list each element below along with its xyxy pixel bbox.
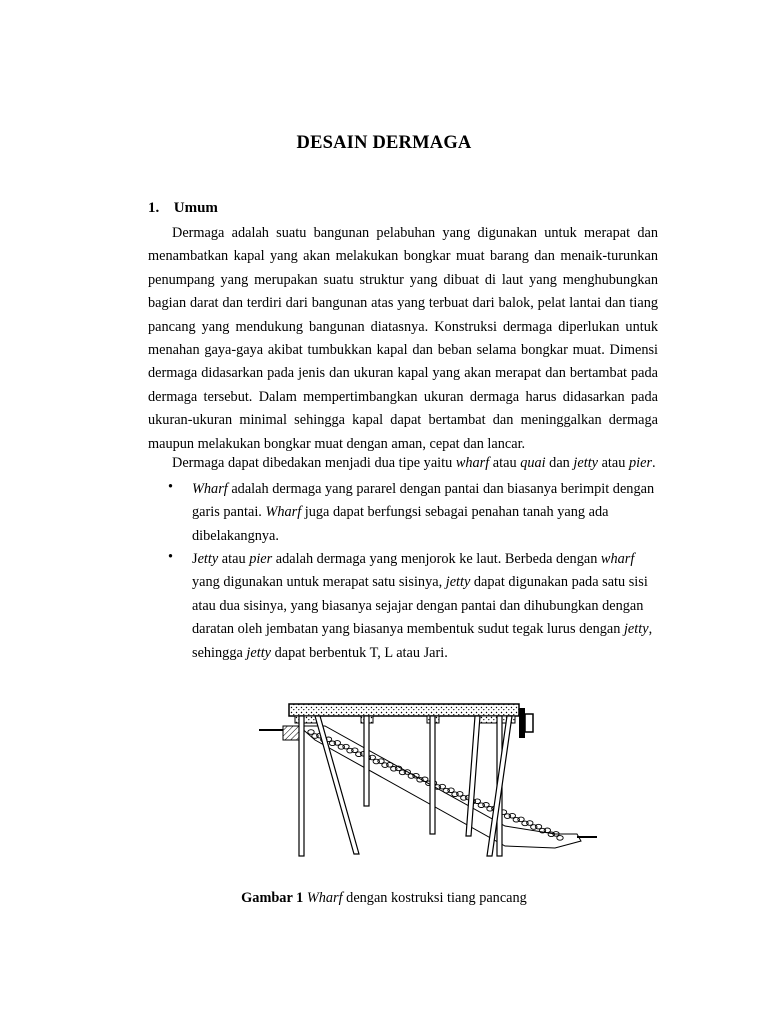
text-span: juga dapat berfungsi sebagai penahan tanah yang ada xyxy=(301,504,609,521)
paragraph-line: penumpang yang merupakan suatu struktur yang dibuat di laut yang menghubungkan xyxy=(148,271,658,288)
bullet-item-jetty xyxy=(192,548,662,665)
retaining-soil xyxy=(283,726,301,740)
text-span: Dermaga dapat dibedakan menjadi dua tipe yaitu xyxy=(172,455,456,471)
text-span: atau xyxy=(598,455,629,471)
paragraph-general xyxy=(148,222,658,456)
text-span: yang digunakan untuk merapat satu sisinya, xyxy=(192,574,446,591)
text-span: , xyxy=(648,621,653,638)
paragraph-line: bagian darat dan terdiri dari bangunan atas yang terbuat dari balok, pelat lantai dan tiang xyxy=(148,295,658,312)
term-pier: pier xyxy=(628,455,653,471)
term-jetty: etty xyxy=(197,551,219,567)
deck-slab xyxy=(289,704,519,716)
text-span: atau xyxy=(218,551,250,567)
term-wharf: Wharf xyxy=(265,504,302,521)
bullet-marker: • xyxy=(168,479,174,495)
pile-cap xyxy=(295,716,317,723)
caption-label: Gambar 1 xyxy=(241,890,304,906)
section-number: 1. xyxy=(148,200,160,216)
paragraph-line: Dermaga adalah suatu bangunan pelabuhan yang digunakan untuk merapat dan xyxy=(172,225,658,241)
text-span: dapat berbentuk T, L atau Jari. xyxy=(271,644,448,661)
paragraph-line: pancang yang mendukung bangunan diatasnya. Konstruksi dermaga diperlukan untuk xyxy=(148,318,658,335)
text-span: dan xyxy=(545,455,574,471)
term-quai: quai xyxy=(520,455,546,471)
bullet-line xyxy=(192,478,662,501)
bullet-line xyxy=(192,501,662,524)
paragraph-types xyxy=(172,455,656,472)
term-jetty: jetty xyxy=(445,574,471,591)
paragraph-line: menahan gaya-gaya akibat tumbukkan kapal dan beban selama bongkar muat. Dimensi xyxy=(148,342,658,359)
paragraph-line: maupun melakukan bongkar muat dengan aman, cepat dan lancar. xyxy=(148,435,526,452)
term-jetty: jetty xyxy=(623,621,649,638)
section-heading xyxy=(148,200,218,217)
pile xyxy=(299,716,304,856)
bullet-line: atau dua sisinya, yang biasanya sejajar dengan pantai dan dihubungkan dengan xyxy=(192,597,644,614)
fender xyxy=(519,708,525,738)
paragraph-line: ukuran-ukuran minimal sehingga kapal dapat bertambat dan meninggalkan dermaga xyxy=(148,412,658,429)
pile xyxy=(364,716,369,806)
bullet-line xyxy=(192,618,662,641)
term-wharf: wharf xyxy=(600,551,635,567)
term-wharf: wharf xyxy=(455,455,490,471)
text-span: sehingga xyxy=(192,644,247,661)
wharf-diagram xyxy=(255,696,600,861)
fender xyxy=(525,714,533,732)
text-span: . xyxy=(652,455,656,471)
bullet-item-wharf xyxy=(192,478,662,548)
text-span: J xyxy=(192,551,198,567)
bullet-line: dibelakangnya. xyxy=(192,527,279,544)
text-span: daratan oleh jembatan yang biasanya membentuk sudut tegak lurus dengan xyxy=(192,621,624,638)
pile xyxy=(430,716,435,834)
page-title: DESAIN DERMAGA xyxy=(296,133,472,153)
paragraph-line: dermaga tersebut. Dalam mempertimbangkan ukuran dermaga harus didasarkan pada xyxy=(148,388,658,405)
text-span: adalah dermaga yang pararel dengan pantai dan biasanya berimpit dengan xyxy=(227,481,655,497)
caption-text: dengan kostruksi tiang pancang xyxy=(342,890,527,906)
section-title: Umum xyxy=(173,200,218,216)
figure-caption xyxy=(0,890,768,907)
text-span: dapat digunakan pada satu sisi xyxy=(470,574,648,591)
term-jetty: jetty xyxy=(573,455,599,471)
bullet-line xyxy=(192,571,662,594)
text-span: garis pantai. xyxy=(192,504,266,521)
term-wharf: Wharf xyxy=(306,890,343,906)
paragraph-line: menambatkan kapal yang akan melakukan bongkar muat barang dan menaik-turunkan xyxy=(148,248,658,265)
paragraph-line: dermaga didasarkan pada jenis dan ukuran kapal yang akan merapat dan bertambat pada xyxy=(148,365,658,382)
text-span: adalah dermaga yang menjorok ke laut. Berbeda dengan xyxy=(272,551,601,567)
bullet-line xyxy=(192,642,662,665)
bullet-line xyxy=(192,548,662,571)
bullet-marker: • xyxy=(168,549,174,565)
term-jetty: jetty xyxy=(246,644,272,661)
term-pier: pier xyxy=(249,551,273,567)
text-span: atau xyxy=(489,455,521,471)
term-wharf: Wharf xyxy=(192,481,228,497)
